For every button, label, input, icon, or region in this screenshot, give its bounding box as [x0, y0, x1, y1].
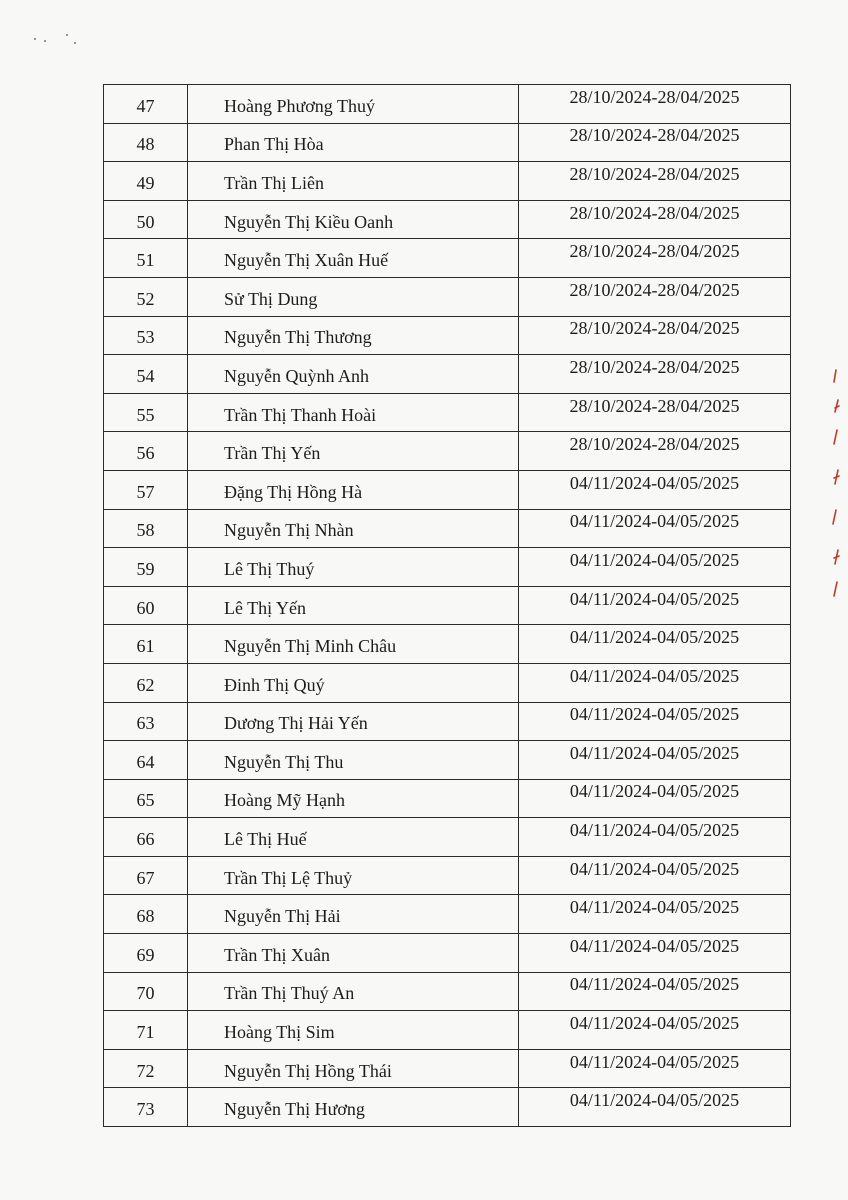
- employee-name: Đặng Thị Hồng Hà: [224, 481, 363, 502]
- date-range-cell: [519, 200, 791, 239]
- row-number: 62: [136, 674, 155, 695]
- date-range: 04/11/2024-04/05/2025: [569, 858, 740, 879]
- date-range: 28/10/2024-28/04/2025: [569, 125, 740, 146]
- employee-name: Nguyễn Thị Hương: [224, 1099, 365, 1120]
- employee-name-cell: [188, 85, 519, 124]
- employee-name-cell: [188, 123, 519, 162]
- employee-name-cell: [188, 393, 519, 432]
- date-range-cell: [519, 895, 791, 934]
- date-range-cell: [519, 85, 791, 124]
- staff-table-body: [104, 85, 791, 1127]
- date-range-cell: [519, 818, 791, 857]
- table-row: [104, 85, 791, 124]
- date-range: 04/11/2024-04/05/2025: [569, 974, 740, 995]
- date-range-cell: [519, 548, 791, 587]
- employee-name: Trần Thị Thuý An: [224, 983, 355, 1004]
- row-number: 58: [136, 520, 155, 541]
- date-range-cell: [519, 586, 791, 625]
- employee-name: Lê Thị Huế: [224, 829, 307, 850]
- row-number-cell: [104, 162, 188, 201]
- date-range-cell: [519, 393, 791, 432]
- table-row: [104, 856, 791, 895]
- row-number: 57: [136, 481, 155, 502]
- employee-name: Trần Thị Thanh Hoài: [224, 404, 377, 425]
- table-row: [104, 663, 791, 702]
- row-number-cell: [104, 972, 188, 1011]
- employee-name: Nguyễn Thị Hải: [224, 906, 341, 927]
- employee-name-cell: [188, 1049, 519, 1088]
- row-number-cell: [104, 1011, 188, 1050]
- date-range-cell: [519, 277, 791, 316]
- employee-name-cell: [188, 741, 519, 780]
- employee-name: Phan Thị Hòa: [224, 134, 324, 155]
- table-row: [104, 355, 791, 394]
- table-row: [104, 1049, 791, 1088]
- date-range: 04/11/2024-04/05/2025: [569, 1013, 740, 1034]
- employee-name: Nguyễn Quỳnh Anh: [224, 365, 369, 386]
- employee-name-cell: [188, 702, 519, 741]
- employee-name-cell: [188, 277, 519, 316]
- table-row: [104, 586, 791, 625]
- employee-name-cell: [188, 548, 519, 587]
- row-number: 69: [136, 944, 155, 965]
- date-range-cell: [519, 1088, 791, 1127]
- row-number-cell: [104, 702, 188, 741]
- date-range: 28/10/2024-28/04/2025: [569, 318, 740, 339]
- employee-name: Hoàng Phương Thuý: [224, 95, 375, 116]
- employee-name: Nguyễn Thị Nhàn: [224, 520, 354, 541]
- row-number: 50: [136, 211, 155, 232]
- date-range-cell: [519, 741, 791, 780]
- row-number: 55: [136, 404, 155, 425]
- row-number: 67: [136, 867, 155, 888]
- date-range: 04/11/2024-04/05/2025: [569, 935, 740, 956]
- table-row: [104, 1011, 791, 1050]
- date-range-cell: [519, 856, 791, 895]
- employee-name: Dương Thị Hải Yến: [224, 713, 368, 734]
- row-number: 70: [136, 983, 155, 1004]
- date-range: 28/10/2024-28/04/2025: [569, 356, 740, 377]
- date-range: 04/11/2024-04/05/2025: [569, 704, 740, 725]
- row-number: 60: [136, 597, 155, 618]
- row-number: 54: [136, 365, 155, 386]
- date-range: 04/11/2024-04/05/2025: [569, 588, 740, 609]
- employee-name-cell: [188, 432, 519, 471]
- employee-name: Nguyễn Thị Thu: [224, 751, 344, 772]
- red-stamp-edge-mark: [826, 360, 844, 600]
- employee-name: Hoàng Thị Sim: [224, 1022, 335, 1043]
- table-row: [104, 509, 791, 548]
- date-range-cell: [519, 316, 791, 355]
- date-range-cell: [519, 123, 791, 162]
- date-range: 04/11/2024-04/05/2025: [569, 472, 740, 493]
- row-number-cell: [104, 856, 188, 895]
- employee-name: Trần Thị Lệ Thuỷ: [224, 867, 353, 888]
- employee-name: Nguyễn Thị Xuân Huế: [224, 250, 389, 271]
- employee-name-cell: [188, 818, 519, 857]
- date-range-cell: [519, 239, 791, 278]
- table-row: [104, 625, 791, 664]
- row-number-cell: [104, 779, 188, 818]
- row-number: 71: [136, 1022, 155, 1043]
- row-number-cell: [104, 432, 188, 471]
- employee-name-cell: [188, 779, 519, 818]
- row-number-cell: [104, 470, 188, 509]
- row-number-cell: [104, 123, 188, 162]
- date-range-cell: [519, 702, 791, 741]
- row-number-cell: [104, 548, 188, 587]
- table-row: [104, 432, 791, 471]
- table-row: [104, 200, 791, 239]
- employee-name: Lê Thị Yến: [224, 597, 306, 618]
- date-range: 04/11/2024-04/05/2025: [569, 511, 740, 532]
- employee-name-cell: [188, 239, 519, 278]
- date-range-cell: [519, 625, 791, 664]
- employee-name: Nguyễn Thị Thương: [224, 327, 372, 348]
- employee-name-cell: [188, 663, 519, 702]
- row-number: 47: [136, 95, 155, 116]
- date-range: 04/11/2024-04/05/2025: [569, 820, 740, 841]
- row-number-cell: [104, 355, 188, 394]
- date-range-cell: [519, 509, 791, 548]
- employee-name: Đinh Thị Quý: [224, 674, 325, 695]
- date-range-cell: [519, 972, 791, 1011]
- row-number-cell: [104, 1088, 188, 1127]
- employee-name-cell: [188, 625, 519, 664]
- table-row: [104, 779, 791, 818]
- date-range: 28/10/2024-28/04/2025: [569, 434, 740, 455]
- employee-name: Trần Thị Liên: [224, 172, 325, 193]
- date-range-cell: [519, 934, 791, 973]
- date-range: 04/11/2024-04/05/2025: [569, 627, 740, 648]
- date-range: 04/11/2024-04/05/2025: [569, 897, 740, 918]
- table-row: [104, 934, 791, 973]
- employee-name: Nguyễn Thị Kiều Oanh: [224, 211, 394, 232]
- date-range-cell: [519, 663, 791, 702]
- employee-name: Sử Thị Dung: [224, 288, 318, 309]
- row-number: 59: [136, 558, 155, 579]
- row-number-cell: [104, 200, 188, 239]
- row-number-cell: [104, 586, 188, 625]
- row-number: 68: [136, 906, 155, 927]
- row-number-cell: [104, 625, 188, 664]
- table-row: [104, 316, 791, 355]
- row-number: 73: [136, 1099, 155, 1120]
- employee-name-cell: [188, 856, 519, 895]
- row-number-cell: [104, 818, 188, 857]
- employee-name-cell: [188, 316, 519, 355]
- row-number-cell: [104, 85, 188, 124]
- employee-name: Nguyễn Thị Hồng Thái: [224, 1060, 392, 1081]
- table-row: [104, 702, 791, 741]
- row-number-cell: [104, 316, 188, 355]
- row-number: 66: [136, 829, 155, 850]
- date-range-cell: [519, 1011, 791, 1050]
- employee-name: Trần Thị Xuân: [224, 944, 331, 965]
- table-row: [104, 741, 791, 780]
- row-number: 52: [136, 288, 155, 309]
- employee-name-cell: [188, 934, 519, 973]
- employee-name-cell: [188, 1011, 519, 1050]
- scan-specks: [30, 30, 90, 50]
- row-number: 61: [136, 636, 155, 657]
- date-range: 04/11/2024-04/05/2025: [569, 665, 740, 686]
- employee-name: Hoàng Mỹ Hạnh: [224, 790, 345, 811]
- table-row: [104, 162, 791, 201]
- table-row: [104, 277, 791, 316]
- date-range: 04/11/2024-04/05/2025: [569, 1090, 740, 1111]
- row-number-cell: [104, 895, 188, 934]
- row-number-cell: [104, 509, 188, 548]
- employee-name-cell: [188, 200, 519, 239]
- date-range: 28/10/2024-28/04/2025: [569, 163, 740, 184]
- employee-name-cell: [188, 162, 519, 201]
- row-number: 65: [136, 790, 155, 811]
- table-row: [104, 972, 791, 1011]
- employee-name-cell: [188, 586, 519, 625]
- table-row: [104, 470, 791, 509]
- date-range-cell: [519, 470, 791, 509]
- table-row: [104, 123, 791, 162]
- employee-name: Nguyễn Thị Minh Châu: [224, 636, 397, 657]
- employee-name-cell: [188, 1088, 519, 1127]
- date-range: 28/10/2024-28/04/2025: [569, 202, 740, 223]
- row-number: 53: [136, 327, 155, 348]
- date-range: 04/11/2024-04/05/2025: [569, 742, 740, 763]
- row-number-cell: [104, 741, 188, 780]
- table-row: [104, 548, 791, 587]
- row-number: 72: [136, 1060, 155, 1081]
- date-range-cell: [519, 355, 791, 394]
- row-number-cell: [104, 393, 188, 432]
- date-range-cell: [519, 162, 791, 201]
- row-number-cell: [104, 239, 188, 278]
- employee-name-cell: [188, 972, 519, 1011]
- date-range-cell: [519, 432, 791, 471]
- table-row: [104, 239, 791, 278]
- date-range: 04/11/2024-04/05/2025: [569, 781, 740, 802]
- employee-name: Lê Thị Thuý: [224, 558, 315, 579]
- row-number: 51: [136, 250, 155, 271]
- date-range: 04/11/2024-04/05/2025: [569, 1051, 740, 1072]
- row-number-cell: [104, 934, 188, 973]
- row-number: 48: [136, 134, 155, 155]
- date-range: 28/10/2024-28/04/2025: [569, 241, 740, 262]
- date-range: 28/10/2024-28/04/2025: [569, 395, 740, 416]
- employee-name-cell: [188, 895, 519, 934]
- row-number: 63: [136, 713, 155, 734]
- row-number: 56: [136, 443, 155, 464]
- staff-table: [103, 84, 791, 1127]
- table-row: [104, 818, 791, 857]
- table-row: [104, 895, 791, 934]
- employee-name-cell: [188, 470, 519, 509]
- date-range-cell: [519, 779, 791, 818]
- row-number: 49: [136, 172, 155, 193]
- row-number-cell: [104, 1049, 188, 1088]
- employee-name-cell: [188, 509, 519, 548]
- date-range: 04/11/2024-04/05/2025: [569, 549, 740, 570]
- employee-name-cell: [188, 355, 519, 394]
- row-number-cell: [104, 663, 188, 702]
- row-number-cell: [104, 277, 188, 316]
- table-row: [104, 393, 791, 432]
- table-row: [104, 1088, 791, 1127]
- row-number: 64: [136, 751, 155, 772]
- employee-name: Trần Thị Yến: [224, 443, 321, 464]
- date-range-cell: [519, 1049, 791, 1088]
- date-range: 28/10/2024-28/04/2025: [569, 86, 740, 107]
- date-range: 28/10/2024-28/04/2025: [569, 279, 740, 300]
